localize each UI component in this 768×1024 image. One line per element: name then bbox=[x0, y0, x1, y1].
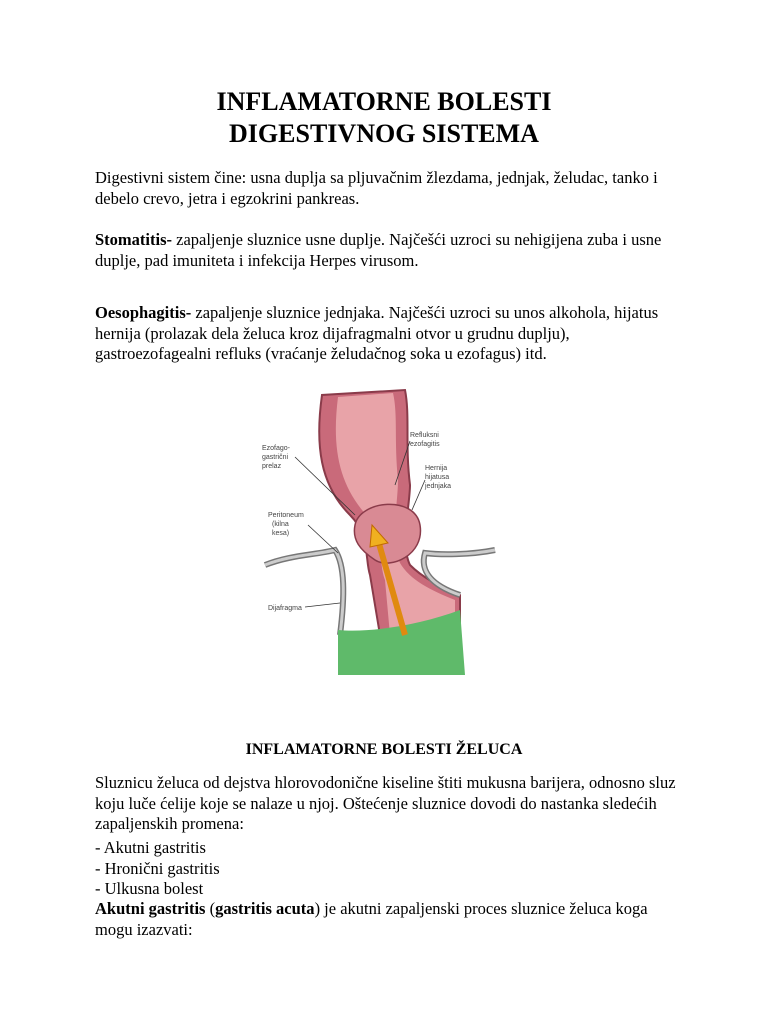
akutni-term: Akutni gastritis bbox=[95, 899, 206, 918]
label-ezofago: Ezofago- bbox=[262, 445, 291, 452]
label-peritoneum: Peritoneum bbox=[268, 512, 304, 519]
label-hernija-2: hijatusa bbox=[425, 474, 450, 481]
zeluca-intro-paragraph: Sluznicu želuca od dejstva hlorovodonične kiseline štiti mukusna barijera, odnosno sluz koju luče ćelije koje se nalaze u njoj. Oštećenje sluznice dovodi do nastanka sledećih zapaljenskih promena: bbox=[95, 773, 676, 833]
diaphragm-left bbox=[265, 550, 343, 635]
page-title-line1: INFLAMATORNE BOLESTI bbox=[216, 87, 552, 116]
gastritis-list bbox=[95, 838, 220, 900]
oesophagitis-term: Oesophagitis- bbox=[95, 303, 192, 322]
list-item: - Hronični gastritis bbox=[95, 858, 220, 878]
oesophagitis-paragraph bbox=[95, 303, 685, 365]
list-item: - Ulkusna bolest bbox=[95, 879, 204, 898]
hernia-bulge bbox=[354, 504, 420, 563]
label-refluksni: Refluksni bbox=[410, 432, 439, 439]
oesophagitis-text: zapaljenje sluznice jednjaka. Najčešći uzroci su unos alkohola, hijatus hernija (prolazak dela želuca kroz dijafragmalni otvor u grudnu duplju), gastroezofagealni refluks (vraćanje želudačnog soka u ezofagus) itd. bbox=[95, 303, 659, 363]
akutni-paragraph bbox=[95, 899, 685, 940]
stomatitis-paragraph bbox=[95, 230, 685, 271]
label-ezofago-3: prelaz bbox=[262, 463, 282, 470]
label-dijafragma: Dijafragma bbox=[268, 605, 302, 612]
page-title-line2: DIGESTIVNOG SISTEMA bbox=[229, 119, 539, 148]
akutni-open: ( bbox=[205, 899, 216, 918]
label-peritoneum-3: kesa) bbox=[272, 530, 290, 537]
akutni-text: ) je akutni zapaljenski proces sluznice želuca koga mogu izazvati: bbox=[95, 899, 648, 939]
intro-paragraph: Digestivni sistem čine: usna duplja sa pljuvačnim žlezdama, jednjak, želudac, tanko i debelo crevo, jetra i egzokrini pankreas. bbox=[95, 168, 658, 208]
hiatal-hernia-illustration bbox=[260, 385, 500, 685]
label-hernija: Hernija bbox=[425, 465, 448, 472]
stomatitis-term: Stomatitis- bbox=[95, 230, 172, 249]
label-refluksni-2: ezofagitis bbox=[410, 441, 440, 448]
label-peritoneum-2: (kilna bbox=[272, 521, 289, 528]
stomatitis-text: zapaljenje sluznice usne duplje. Najčešći uzroci su nehigijena zuba i usne duplje, pad imuniteta i infekcija Herpes virusom. bbox=[95, 230, 662, 270]
label-ezofago-2: gastrični bbox=[262, 454, 289, 461]
akutni-latin-term: gastritis acuta bbox=[215, 899, 315, 918]
list-item: - Akutni gastritis bbox=[95, 838, 206, 857]
section-subtitle: INFLAMATORNE BOLESTI ŽELUCA bbox=[245, 741, 523, 758]
label-hernija-3: jednjaka bbox=[425, 483, 452, 490]
